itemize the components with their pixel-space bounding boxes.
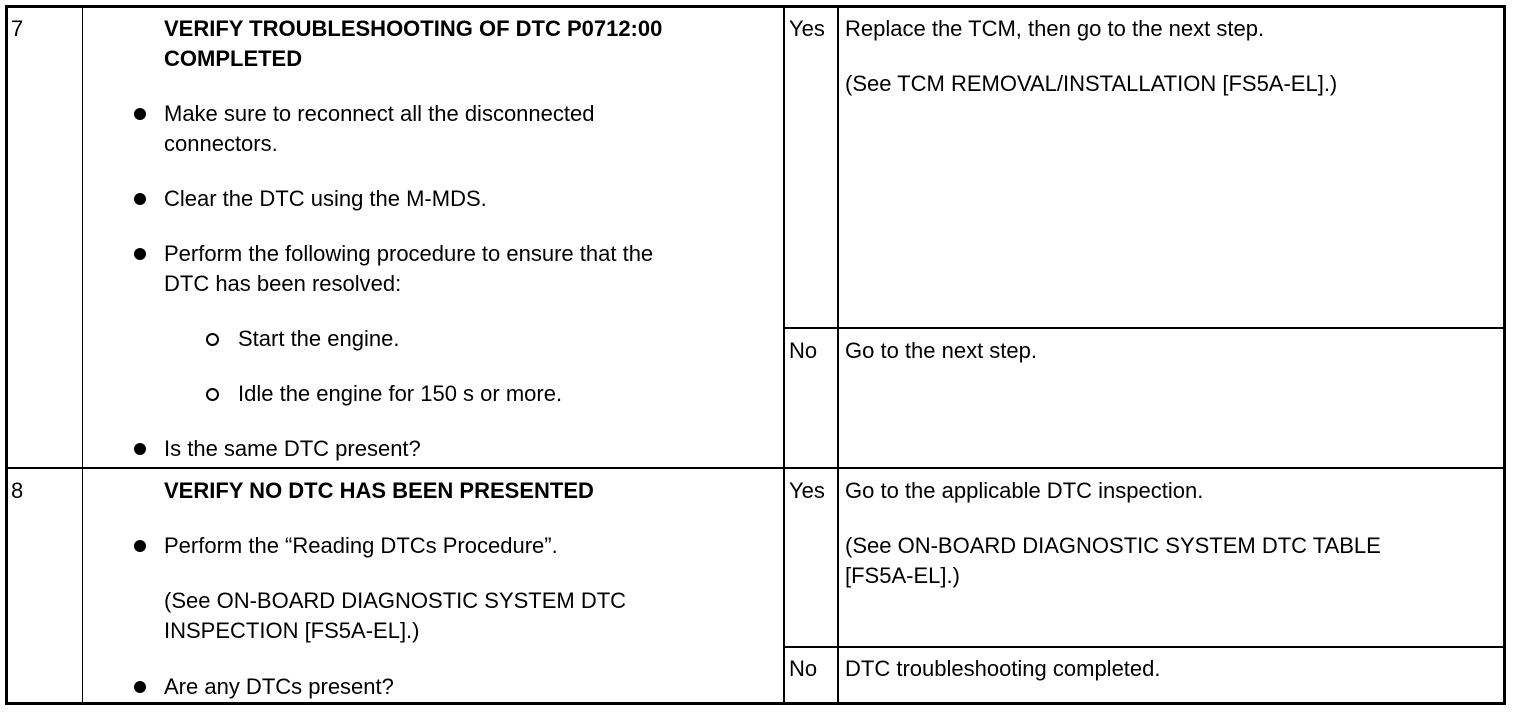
column-divider-step [82,6,83,704]
result-label-no: No [789,656,818,681]
result-action: DTC troubleshooting completed. [845,656,1161,681]
bullet-icon [134,540,146,552]
instruction-text: Perform the following procedure to ensure that the [164,241,654,266]
instruction-text: DTC has been resolved: [164,271,402,296]
result-label-no: No [789,338,818,363]
instruction-reference: (See ON-BOARD DIAGNOSTIC SYSTEM DTC [164,588,627,613]
result-label-yes: Yes [789,16,825,41]
row8-yes-no-divider [785,646,1505,648]
instruction-text: Clear the DTC using the M-MDS. [164,186,487,211]
sub-instruction-text: Idle the engine for 150 s or more. [238,381,563,406]
instruction-text: Perform the “Reading DTCs Procedure”. [164,533,558,558]
result-action: Go to the next step. [845,338,1038,363]
result-action: Replace the TCM, then go to the next step. [845,16,1265,41]
step-title: VERIFY NO DTC HAS BEEN PRESENTED [164,478,594,503]
step-title: VERIFY TROUBLESHOOTING OF DTC P0712:00 [164,16,663,41]
row7-yes-no-divider [785,327,1505,329]
sub-instruction-text: Start the engine. [238,326,400,351]
bullet-icon [134,193,146,205]
instruction-text: Make sure to reconnect all the disconnected [164,101,595,126]
result-reference: [FS5A-EL].) [845,563,960,588]
question-text: Are any DTCs present? [164,674,394,699]
result-reference: (See ON-BOARD DIAGNOSTIC SYSTEM DTC TABLE [845,533,1381,558]
result-reference: (See TCM REMOVAL/INSTALLATION [FS5A-EL].) [845,71,1338,96]
step-number: 8 [11,478,24,503]
sub-bullet-icon [206,388,219,401]
bullet-icon [134,248,146,260]
column-divider-result [837,6,839,704]
instruction-reference: INSPECTION [FS5A-EL].) [164,618,420,643]
bullet-icon [134,443,146,455]
step-number: 7 [11,16,24,41]
result-label-yes: Yes [789,478,825,503]
result-action: Go to the applicable DTC inspection. [845,478,1204,503]
step-title: COMPLETED [164,46,303,71]
column-divider-action [783,6,785,704]
bullet-icon [134,108,146,120]
sub-bullet-icon [206,333,219,346]
bullet-icon [134,681,146,693]
instruction-text: connectors. [164,131,278,156]
question-text: Is the same DTC present? [164,436,421,461]
row-divider-7-8 [6,467,1505,469]
